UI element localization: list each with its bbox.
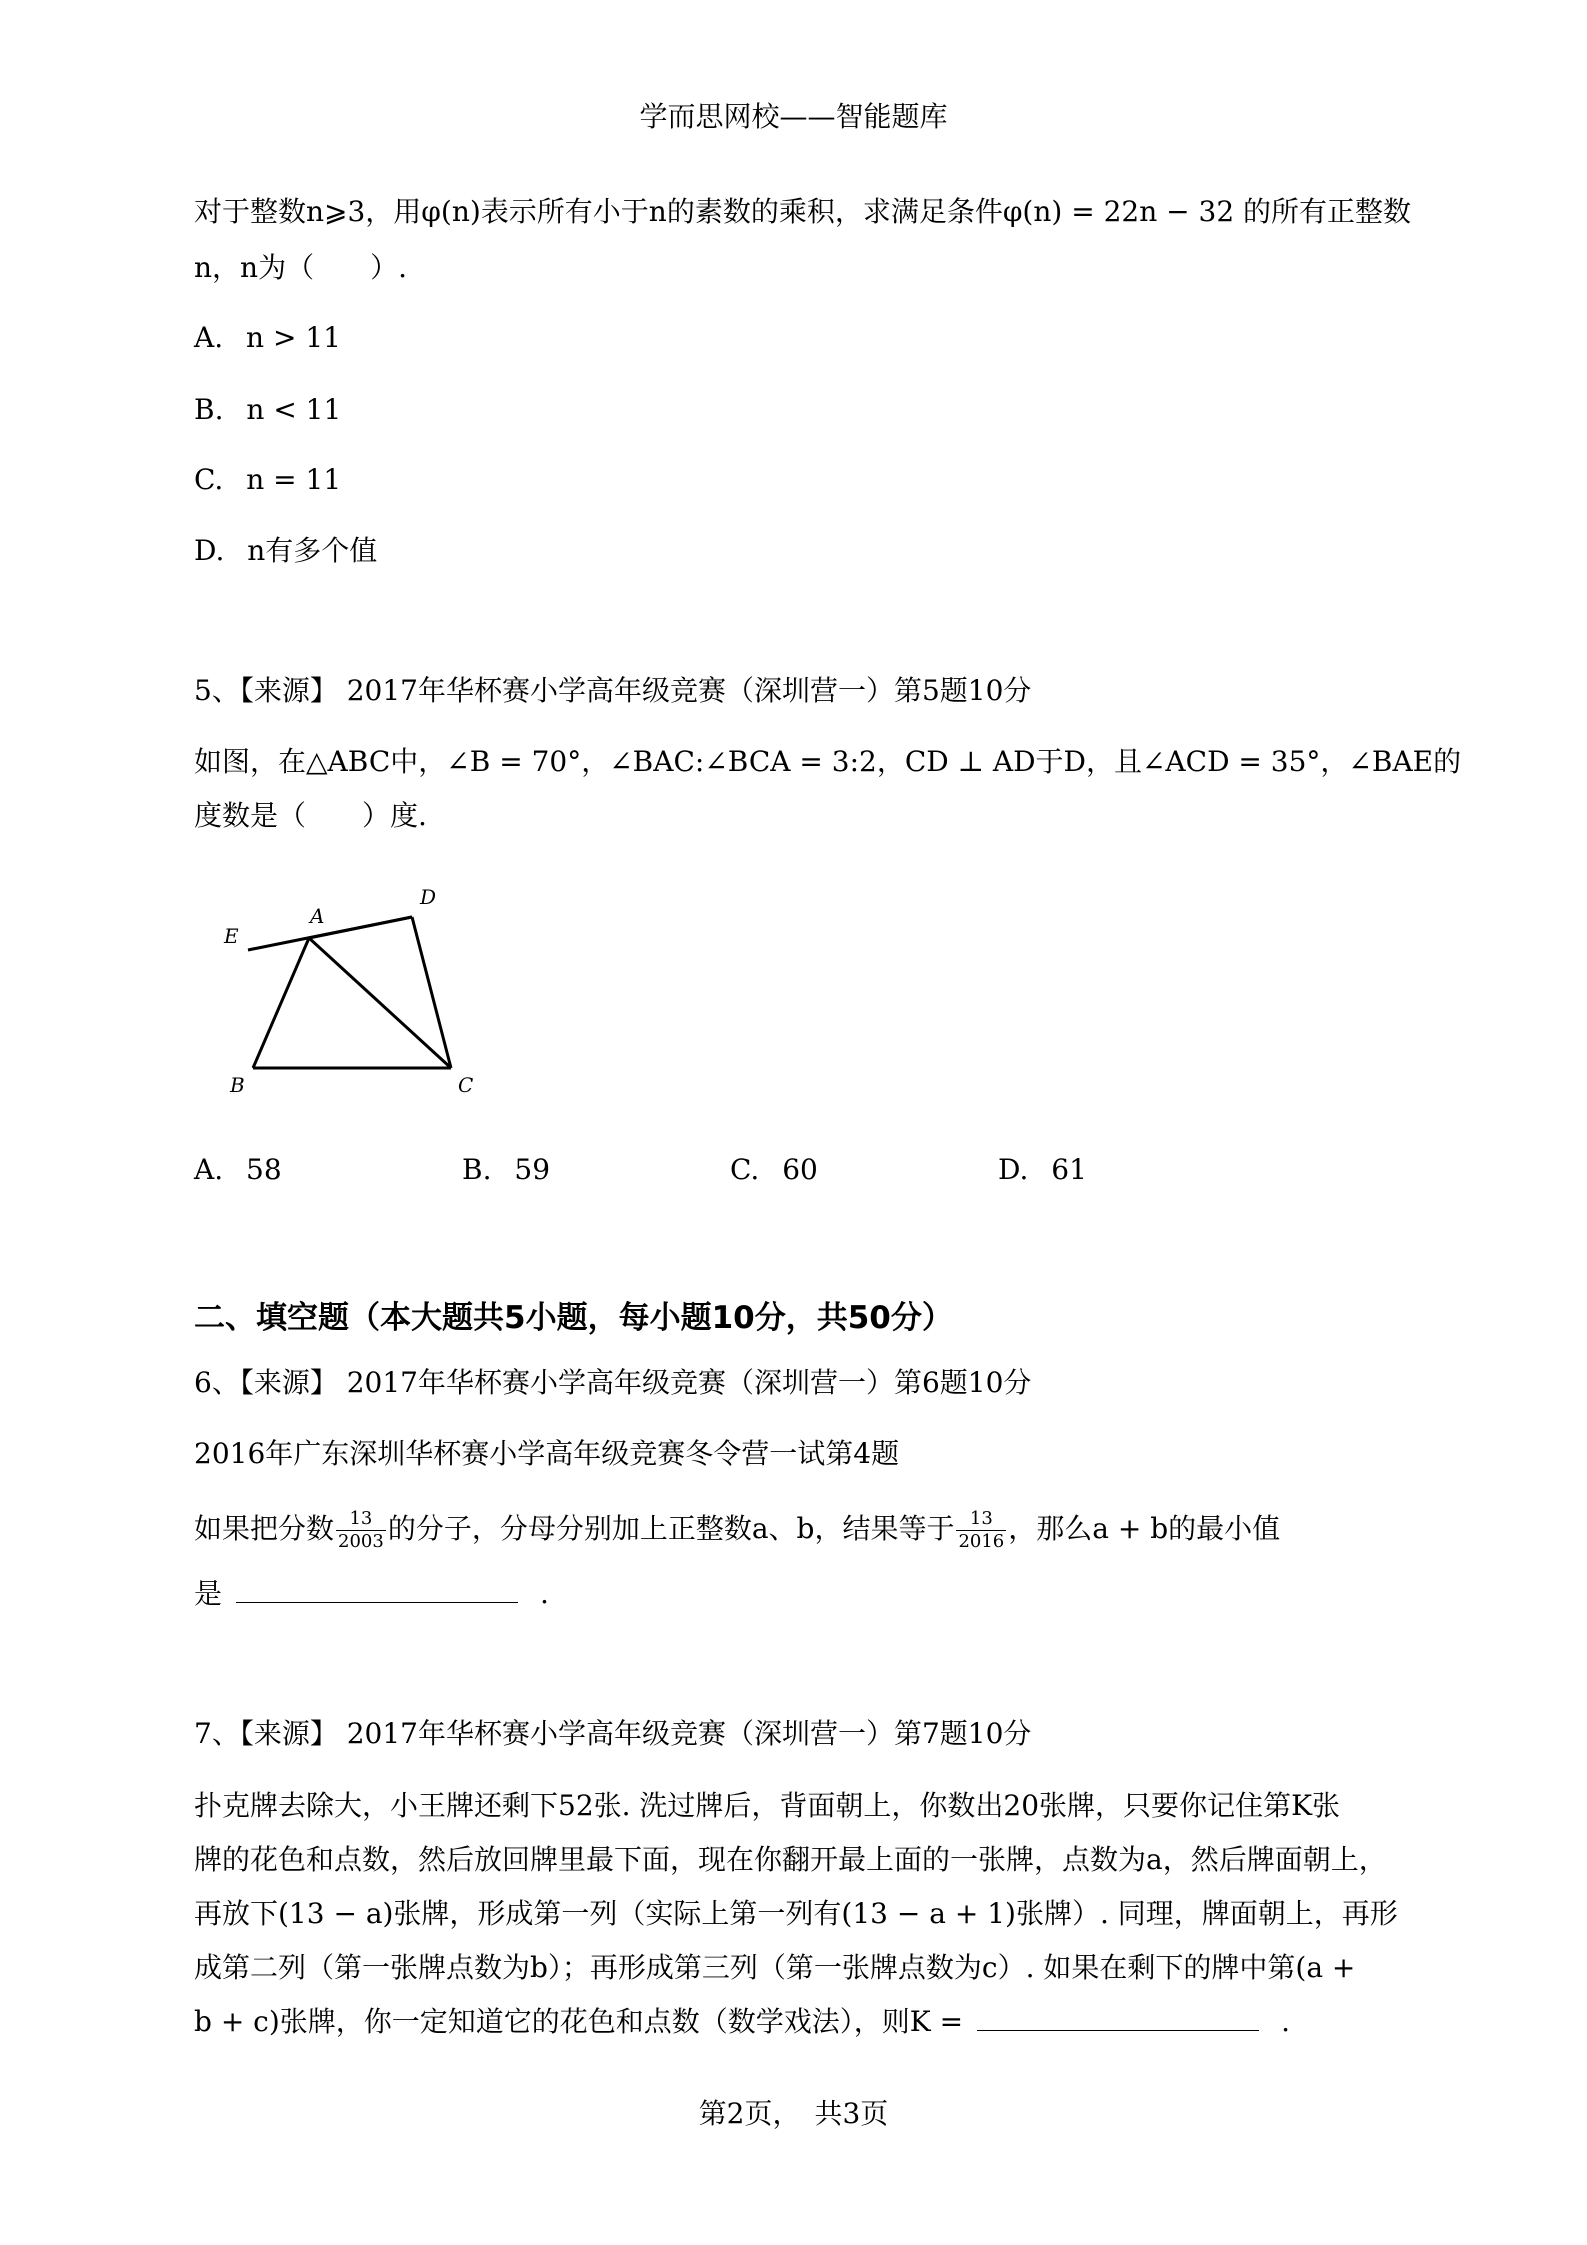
q4-option-c[interactable] xyxy=(194,460,341,500)
q7-answer-blank[interactable] xyxy=(977,2004,1259,2031)
q6-answer-blank[interactable] xyxy=(236,1576,518,1603)
label-e: E xyxy=(224,924,239,948)
q7-line3: 再放下(13 − a)张牌，形成第一列（实际上第一列有(13 − a + 1)张牌）. 同理，牌面朝上，再形 xyxy=(194,1897,1398,1930)
q5-triangle-figure xyxy=(210,870,500,1105)
q5-option-a[interactable] xyxy=(194,1150,282,1190)
q5-option-d[interactable] xyxy=(998,1150,1087,1190)
option-label: D. xyxy=(998,1153,1029,1186)
option-text: 60 xyxy=(782,1153,818,1186)
page-footer: 第2页， 共3页 xyxy=(698,2097,889,2130)
q5-option-c[interactable] xyxy=(730,1150,818,1190)
option-text: n有多个值 xyxy=(247,534,378,567)
option-label: C. xyxy=(730,1153,760,1186)
fraction-13-over-2003 xyxy=(336,1508,386,1553)
option-text: n > 11 xyxy=(246,321,341,354)
label-b: B xyxy=(230,1073,245,1097)
option-text: 59 xyxy=(514,1153,551,1186)
q6-note: 2016年广东深圳华杯赛小学高年级竞赛冬令营一试第4题 xyxy=(194,1437,900,1470)
q4-stem-line1: 对于整数n⩾3，用φ(n)表示所有小于n的素数的乘积，求满足条件φ(n) = 22n − 32 的所有正整数 xyxy=(194,195,1412,228)
q6-text-part3: ，那么a + b的最小值 xyxy=(1008,1512,1281,1545)
q7-line4: 成第二列（第一张牌点数为b）；再形成第三列（第一张牌点数为c）. 如果在剩下的牌中第(a + xyxy=(194,1951,1356,1984)
q7-line1: 扑克牌去除大，小王牌还剩下52张. 洗过牌后，背面朝上，你数出20张牌，只要你记住第K张 xyxy=(194,1789,1340,1822)
label-d: D xyxy=(420,885,437,909)
q5-source: 5、【来源】 2017年华杯赛小学高年级竞赛（深圳营一）第5题10分 xyxy=(194,674,1032,707)
label-c: C xyxy=(458,1073,474,1097)
line-ac xyxy=(309,938,451,1068)
page-header: 学而思网校——智能题库 xyxy=(639,100,948,133)
q6-source: 6、【来源】 2017年华杯赛小学高年级竞赛（深圳营一）第6题10分 xyxy=(194,1366,1032,1399)
q7-text-line5: b + c)张牌，你一定知道它的花色和点数（数学戏法），则K = xyxy=(194,2005,964,2038)
fraction-13-over-2016 xyxy=(956,1508,1006,1553)
q5-stem-line2: 度数是（ ）度. xyxy=(194,799,427,832)
q6-text-part2: 的分子，分母分别加上正整数a、b，结果等于 xyxy=(387,1512,955,1545)
q6-text-end: . xyxy=(540,1577,549,1610)
option-text: n < 11 xyxy=(246,393,342,426)
option-label: A. xyxy=(194,321,224,354)
q7-text-end: . xyxy=(1281,2005,1290,2038)
q4-option-d[interactable] xyxy=(194,531,377,571)
q4-stem-line2: n，n为（ ）. xyxy=(194,251,407,284)
option-label: C. xyxy=(194,463,224,496)
option-label: D. xyxy=(194,534,225,567)
fraction-numerator: 13 xyxy=(336,1508,386,1531)
fraction-numerator: 13 xyxy=(956,1508,1006,1531)
option-text: n = 11 xyxy=(246,463,342,496)
q7-source: 7、【来源】 2017年华杯赛小学高年级竞赛（深圳营一）第7题10分 xyxy=(194,1717,1032,1750)
option-text: 58 xyxy=(246,1153,282,1186)
q6-stem-line2 xyxy=(194,1574,549,1614)
q6-text-part1: 如果把分数 xyxy=(194,1512,335,1545)
q6-text-line2: 是 xyxy=(194,1577,223,1610)
fraction-denominator: 2003 xyxy=(338,1531,384,1552)
q7-line2: 牌的花色和点数，然后放回牌里最下面，现在你翻开最上面的一张牌，点数为a，然后牌面朝上， xyxy=(194,1843,1387,1876)
q6-stem-line1 xyxy=(194,1508,1280,1553)
option-label: A. xyxy=(194,1153,224,1186)
q5-option-b[interactable] xyxy=(462,1150,550,1190)
option-text: 61 xyxy=(1051,1153,1087,1186)
line-dc xyxy=(412,917,451,1068)
q4-option-a[interactable] xyxy=(194,318,341,358)
section-heading-fill-in: 二、填空题（本大题共5小题，每小题10分，共50分） xyxy=(194,1300,953,1336)
option-label: B. xyxy=(194,393,224,426)
fraction-denominator: 2016 xyxy=(958,1531,1005,1552)
line-ab xyxy=(253,938,309,1068)
option-label: B. xyxy=(462,1153,492,1186)
q4-option-b[interactable] xyxy=(194,390,341,430)
q5-stem-line1: 如图，在△ABC中，∠B = 70°，∠BAC:∠BCA = 3:2，CD ⊥ AD于D，且∠ACD = 35°，∠BAE的 xyxy=(194,745,1462,778)
label-a: A xyxy=(310,904,325,928)
q7-line5 xyxy=(194,2002,1290,2042)
